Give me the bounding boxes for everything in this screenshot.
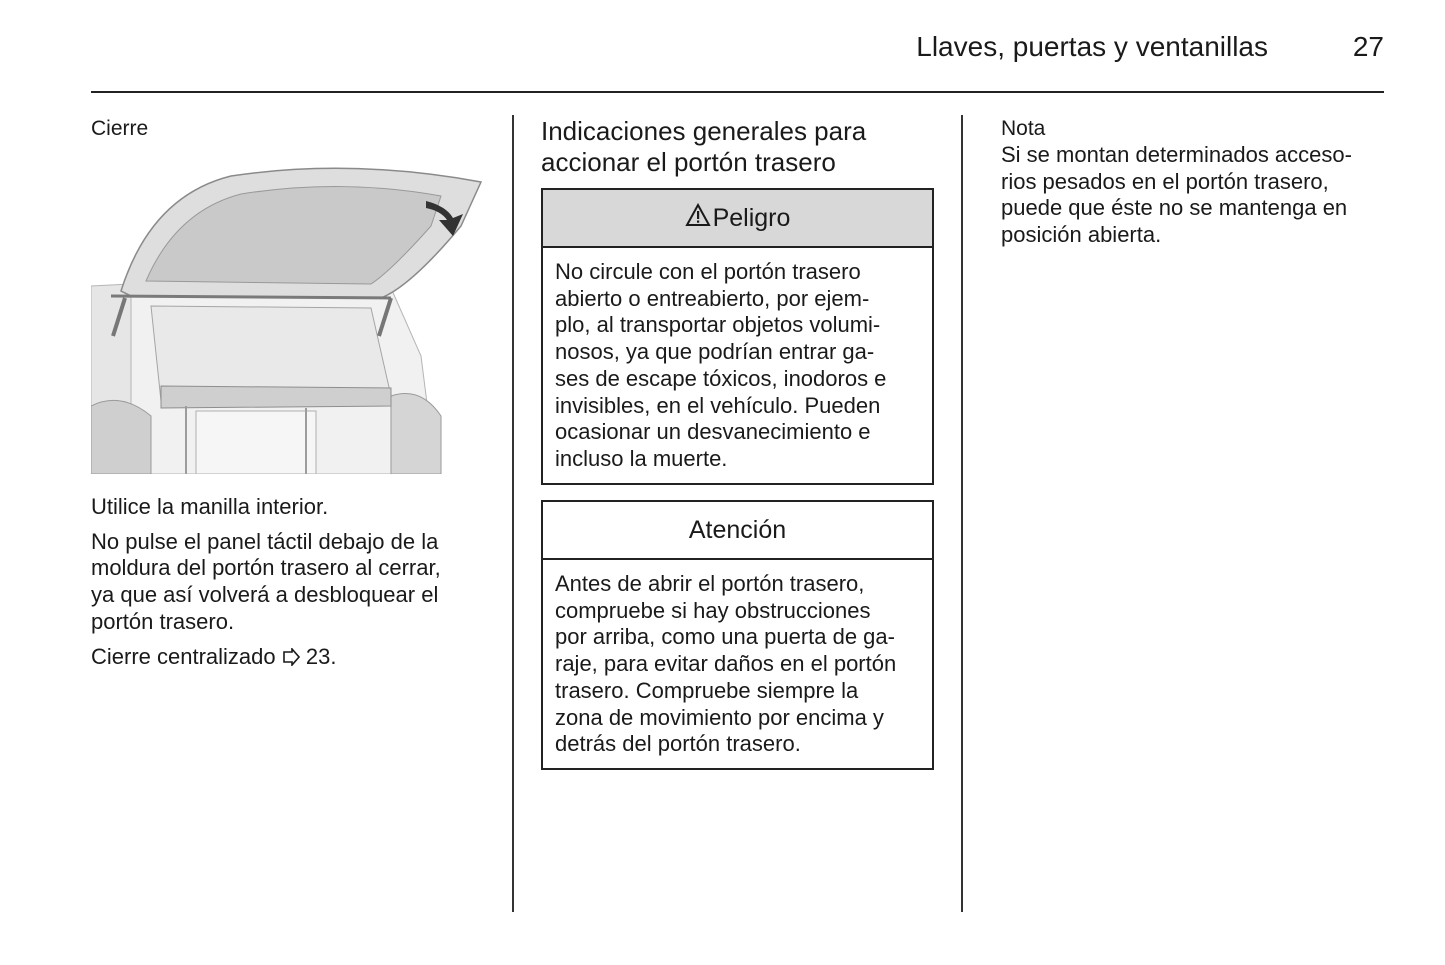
heading-line: accionar el portón trasero	[541, 147, 836, 177]
header-rule	[91, 91, 1384, 93]
heading-line: Indicaciones generales para	[541, 116, 867, 146]
text-line: compruebe si hay obstrucciones	[555, 597, 871, 623]
caution-box	[541, 500, 934, 770]
car-liftgate-illustration	[91, 156, 488, 474]
text-line: posición abierta.	[1001, 222, 1162, 248]
reference-text: Cierre centralizado	[91, 643, 276, 669]
paragraph-manilla: Utilice la manilla interior.	[91, 494, 329, 519]
text-line: por arriba, como una puerta de ga-	[555, 624, 895, 650]
caution-title: Atención	[688, 515, 787, 544]
text-line: incluso la muerte.	[555, 445, 728, 471]
text-line: nosos, ya que podrían entrar ga-	[555, 339, 875, 365]
section-heading	[541, 116, 941, 178]
text-line: rios pesados en el portón trasero,	[1001, 168, 1329, 194]
text-line: plo, al transportar objetos volumi-	[555, 312, 881, 338]
warning-triangle-icon	[685, 203, 711, 234]
danger-box-header	[543, 190, 932, 248]
text-line: moldura del portón trasero al cerrar,	[91, 555, 441, 581]
danger-title: Peligro	[712, 203, 791, 232]
text-line: ocasionar un desvanecimiento e	[555, 419, 871, 445]
column-divider-2	[961, 115, 963, 912]
text-line: invisibles, en el vehículo. Pueden	[555, 392, 881, 418]
reference-page: 23.	[299, 643, 337, 669]
danger-body	[543, 248, 932, 483]
paragraph-cross-reference	[91, 644, 491, 673]
caution-box-header	[543, 502, 932, 560]
section-label-cierre: Cierre	[91, 117, 149, 140]
text-line: Antes de abrir el portón trasero,	[555, 571, 865, 596]
text-line: No circule con el portón trasero	[555, 259, 861, 284]
text-line: raje, para evitar daños en el portón	[555, 651, 897, 677]
text-line: portón trasero.	[91, 608, 235, 634]
reference-arrow-icon	[282, 646, 300, 673]
page-number: 27	[1352, 31, 1384, 62]
chapter-title: Llaves, puertas y ventanillas	[916, 31, 1268, 62]
column-divider-1	[512, 115, 514, 912]
paragraph-panel-tactil	[91, 529, 491, 636]
text-line: zona de movimiento por encima y	[555, 704, 884, 730]
note-label: Nota	[1001, 117, 1046, 140]
text-line: No pulse el panel táctil debajo de la	[91, 528, 439, 554]
text-line: puede que éste no se mantenga en	[1001, 195, 1348, 221]
text-line: abierto o entreabierto, por ejem-	[555, 285, 870, 311]
caution-body	[543, 560, 932, 768]
danger-box	[541, 188, 934, 485]
text-line: ya que así volverá a desbloquear el	[91, 582, 439, 608]
text-line: detrás del portón trasero.	[555, 731, 801, 757]
text-line: Si se montan determinados acceso-	[1001, 142, 1352, 167]
note-block	[1001, 116, 1385, 249]
text-line: trasero. Compruebe siempre la	[555, 677, 859, 703]
note-body	[1001, 142, 1385, 249]
text-line: ses de escape tóxicos, inodoros e	[555, 365, 887, 391]
